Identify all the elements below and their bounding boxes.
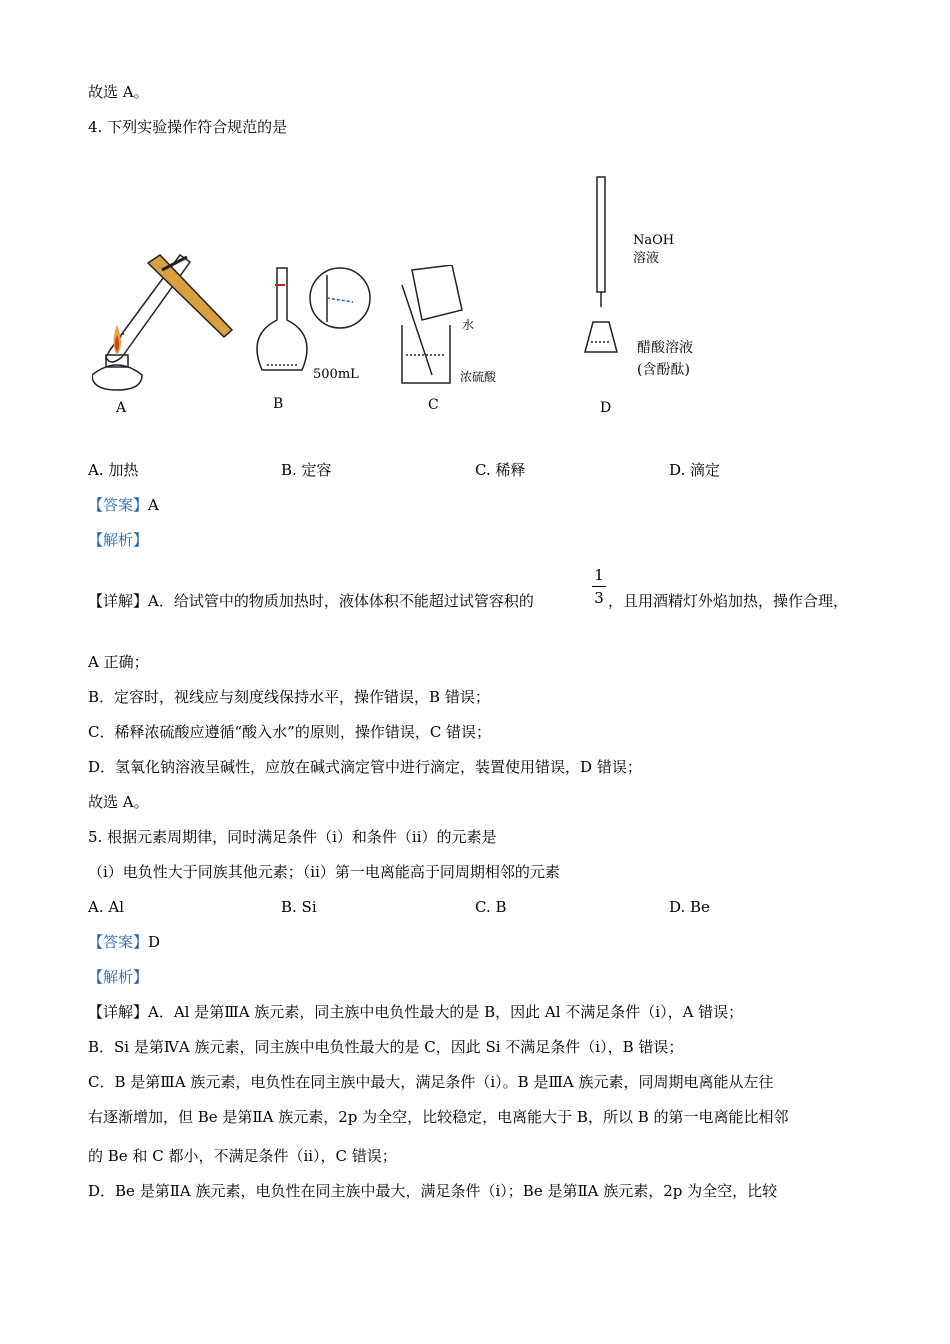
text-line: 故选 A。 <box>88 793 149 811</box>
option-a: A. 加热 <box>88 461 139 479</box>
detail-line <box>88 591 534 611</box>
figure-label-d: D <box>600 400 612 416</box>
text-line: B．Si 是第ⅣA 族元素，同主族中电负性最大的是 C，因此 Si 不满足条件（i），B 错误； <box>88 1038 684 1056</box>
answer-line <box>88 932 160 952</box>
text-line: B．定容时，视线应与刻度线保持水平，操作错误，B 错误； <box>88 688 490 706</box>
detail-text: A．Al 是第ⅢA 族元素，同主族中电负性最大的是 B，因此 Al 不满足条件（i），A 错误； <box>148 1003 744 1021</box>
figure-d-titration <box>575 172 725 422</box>
option-b: B. Si <box>281 898 317 916</box>
fraction-numerator: 1 <box>594 566 604 584</box>
text-line: 故选 A。 <box>88 83 149 101</box>
fraction-denominator: 3 <box>594 589 604 607</box>
text-line: C．B 是第ⅢA 族元素，电负性在同主族中最大，满足条件（i）。B 是ⅢA 族元素，同周期电离能从左往 <box>88 1073 774 1091</box>
detail-text-cont: ，且用酒精灯外焰加热，操作合理， <box>608 592 849 610</box>
figure-d-solution: 溶液 <box>633 251 660 266</box>
figure-d-naoh: NaOH <box>633 233 675 248</box>
question-5-conditions: （ⅰ）电负性大于同族其他元素；（ⅱ）第一电离能高于同周期相邻的元素 <box>88 863 560 881</box>
figure-label-b: B <box>273 396 284 412</box>
option-a: A. Al <box>88 898 124 916</box>
figure-label-a: A <box>116 400 127 416</box>
figure-d-acetic: 醋酸溶液 <box>637 340 693 356</box>
option-c: C. B <box>475 898 507 916</box>
figure-c-acid: 浓硫酸 <box>460 370 497 384</box>
figure-a-heating <box>92 235 242 420</box>
figure-b-volumetric <box>255 250 375 415</box>
figure-c-dilution <box>392 265 522 420</box>
option-d: D. 滴定 <box>669 461 721 479</box>
option-b: B. 定容 <box>281 461 332 479</box>
text-line: D．氢氧化钠溶液呈碱性，应放在碱式滴定管中进行滴定，装置使用错误，D 错误； <box>88 758 642 776</box>
text-line: C．稀释浓硫酸应遵循“酸入水”的原则，操作错误，C 错误； <box>88 723 492 741</box>
figure-c-water: 水 <box>462 318 475 332</box>
text-line: D．Be 是第ⅡA 族元素，电负性在同主族中最大，满足条件（i）；Be 是第ⅡA 族元素，2p 为全空，比较 <box>88 1182 778 1200</box>
answer-value: D <box>148 933 161 951</box>
option-d: D. Be <box>669 898 710 916</box>
answer-line <box>88 495 159 515</box>
answer-tag: 【答案】 <box>88 496 149 514</box>
fraction-one-third <box>592 566 606 607</box>
answer-tag: 【答案】 <box>88 933 149 951</box>
analysis-tag: 【解析】 <box>88 531 149 549</box>
question-5-stem: 5. 根据元素周期律，同时满足条件（ⅰ）和条件（ⅱ）的元素是 <box>88 828 497 846</box>
detail-tag: 【详解】 <box>88 592 149 610</box>
text-line: 右逐渐增加，但 Be 是第ⅡA 族元素，2p 为全空，比较稳定，电离能大于 B，所以 B 的第一电离能比相邻 <box>88 1108 789 1126</box>
text-line: 的 Be 和 C 都小，不满足条件（ii），C 错误； <box>88 1147 397 1165</box>
figure-d-indicator: (含酚酞) <box>637 362 690 378</box>
question-4-stem: 4. 下列实验操作符合规范的是 <box>88 118 288 136</box>
figure-label-c: C <box>428 397 439 413</box>
answer-value: A <box>148 496 159 514</box>
detail-text: A．给试管中的物质加热时，液体体积不能超过试管容积的 <box>148 592 534 610</box>
analysis-tag: 【解析】 <box>88 968 149 986</box>
text-line: A 正确； <box>88 653 149 671</box>
detail-tag: 【详解】 <box>88 1003 149 1021</box>
option-c: C. 稀释 <box>475 461 526 479</box>
figure-b-volume: 500mL <box>313 367 359 382</box>
detail-line <box>88 1002 743 1022</box>
